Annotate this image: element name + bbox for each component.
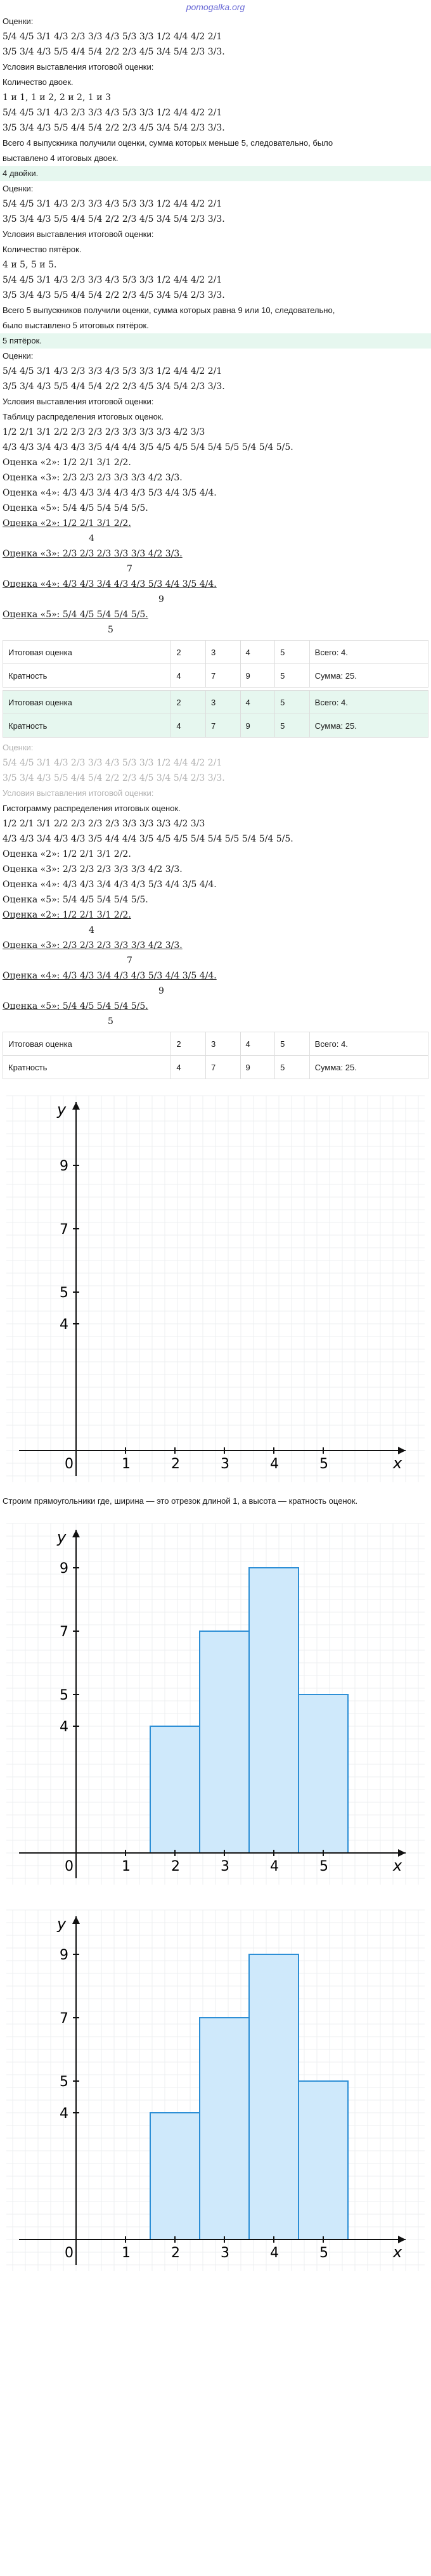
x-tick-label: 4 xyxy=(270,1456,279,1472)
table-cell: Всего: 4. xyxy=(309,641,428,664)
table-cell: 4 xyxy=(240,1032,275,1056)
table-cell: Всего: 4. xyxy=(309,1032,428,1056)
grades-line: 4/3 4/3 3/4 4/3 4/3 3/5 4/4 4/4 3/5 4/5 4/5 5/4 5/4 5/5 5/4 5/4 5/5. xyxy=(3,834,293,844)
grades-line: 3/5 3/4 4/3 5/5 4/4 5/4 2/2 2/3 4/5 3/4 5/4 2/3 3/3. xyxy=(3,47,225,57)
x-tick-label: 2 xyxy=(171,1456,180,1472)
table-cell: 4 xyxy=(240,691,275,714)
grade-group: Оценка «4»: 4/3 4/3 3/4 4/3 4/3 5/3 4/4 3/5 4/4. xyxy=(3,880,217,890)
table-cell: 2 xyxy=(171,691,206,714)
text-line: выставлено 4 итоговых двоек. xyxy=(3,153,119,163)
grade-group-braced: Оценка «3»: 2/3 2/3 2/3 3/3 3/3 4/2 3/3. xyxy=(3,940,183,951)
table-cell: 5 xyxy=(275,664,310,688)
text-line: 1 и 1, 1 и 2, 2 и 2, 1 и 3 xyxy=(3,93,111,103)
brace-count: 7 xyxy=(127,564,132,574)
x-tick-label: 4 xyxy=(270,1859,279,1874)
grade-group-braced: Оценка «2»: 1/2 2/1 3/1 2/2. xyxy=(3,518,131,529)
grade-group: Оценка «5»: 5/4 4/5 5/4 5/4 5/5. xyxy=(3,895,148,905)
y-tick-label: 5 xyxy=(60,2074,68,2090)
table-cell: 5 xyxy=(275,691,310,714)
table-cell: Сумма: 25. xyxy=(309,1056,428,1079)
grade-group: Оценка «2»: 1/2 2/1 3/1 2/2. xyxy=(3,458,131,468)
histogram-graph-final xyxy=(0,1897,431,2280)
distribution-table xyxy=(3,640,428,688)
grade-group: Оценка «2»: 1/2 2/1 3/1 2/2. xyxy=(3,849,131,859)
y-tick-label: 5 xyxy=(60,1285,68,1301)
brace-count: 5 xyxy=(108,1016,113,1027)
x-axis-arrow xyxy=(398,1447,406,1454)
table-cell: 2 xyxy=(171,1032,206,1056)
table-cell: Сумма: 25. xyxy=(309,664,428,688)
x-tick-label: 3 xyxy=(221,1859,229,1874)
brace-count: 4 xyxy=(89,925,94,935)
text-line: было выставлено 5 итоговых пятёрок. xyxy=(3,321,149,330)
table-cell: Кратность xyxy=(3,664,171,688)
grades-line: 5/4 4/5 3/1 4/3 2/3 3/3 4/3 5/3 3/3 1/2 4/4 4/2 2/1 xyxy=(3,32,222,42)
table-cell: 2 xyxy=(171,641,206,664)
y-tick-label: 5 xyxy=(60,1688,68,1703)
table-cell: 4 xyxy=(171,664,206,688)
y-tick-label: 9 xyxy=(60,1158,68,1174)
x-tick-label: 1 xyxy=(122,1859,131,1874)
grades-line: 5/4 4/5 3/1 4/3 2/3 3/3 4/3 5/3 3/3 1/2 4/4 4/2 2/1 xyxy=(3,758,222,768)
brace-count: 4 xyxy=(89,534,94,544)
table-cell: 5 xyxy=(275,714,310,738)
y-axis-label: y xyxy=(57,1101,67,1118)
empty-axes-graph xyxy=(0,1083,431,1491)
grade-group-braced: Оценка «3»: 2/3 2/3 2/3 3/3 3/3 4/2 3/3. xyxy=(3,549,183,559)
grades-line: 5/4 4/5 3/1 4/3 2/3 3/3 4/3 5/3 3/3 1/2 4/4 4/2 2/1 xyxy=(3,108,222,118)
bars-instruction: Строим прямоугольники где, ширина — это отрезок длиной 1, а высота — кратность оценок. xyxy=(3,1496,358,1506)
text-line: Оценки: xyxy=(3,184,34,193)
x-tick-label: 1 xyxy=(122,1456,131,1472)
y-axis-label: y xyxy=(57,1915,67,1933)
x-tick-label: 5 xyxy=(319,2245,328,2261)
grades-line: 3/5 3/4 4/3 5/5 4/4 5/4 2/2 2/3 4/5 3/4 5/4 2/3 3/3. xyxy=(3,214,225,224)
grade-group: Оценка «4»: 4/3 4/3 3/4 4/3 4/3 5/3 4/4 3/5 4/4. xyxy=(3,488,217,498)
grade-group-braced: Оценка «4»: 4/3 4/3 3/4 4/3 4/3 5/3 4/4 3/5 4/4. xyxy=(3,971,217,981)
text-line: Оценки: xyxy=(3,743,34,752)
y-tick-label: 7 xyxy=(60,1624,68,1640)
table-row xyxy=(3,641,428,664)
table-cell: Итоговая оценка xyxy=(3,641,171,664)
table-cell: 3 xyxy=(205,1032,240,1056)
histogram-bar xyxy=(299,1695,348,1853)
text-line: Всего 5 выпускников получили оценки, сумма которых равна 9 или 10, следовательно, xyxy=(3,305,335,315)
table-row xyxy=(3,664,428,688)
table-cell: 7 xyxy=(205,664,240,688)
axes-chart xyxy=(0,1083,431,1489)
text-line: Условия выставления итоговой оценки: xyxy=(3,229,154,239)
histogram-bar xyxy=(150,1726,200,1853)
histogram-bar xyxy=(200,1631,249,1853)
table-cell: Кратность xyxy=(3,714,171,738)
grade-group: Оценка «3»: 2/3 2/3 2/3 3/3 3/3 4/2 3/3. xyxy=(3,864,183,875)
text-line: Всего 4 выпускника получили оценки, сумма которых меньше 5, следовательно, было xyxy=(3,138,333,148)
x-tick-label: 5 xyxy=(319,1859,328,1874)
table-cell: Кратность xyxy=(3,1056,171,1079)
grade-group-braced: Оценка «2»: 1/2 2/1 3/1 2/2. xyxy=(3,910,131,920)
grades-line: 4/3 4/3 3/4 4/3 4/3 3/5 4/4 4/4 3/5 4/5 4/5 5/4 5/4 5/5 5/4 5/4 5/5. xyxy=(3,442,293,452)
x-tick-label: 0 xyxy=(65,2245,74,2261)
histogram-bar xyxy=(150,2113,200,2240)
table-cell: Всего: 4. xyxy=(309,691,428,714)
y-tick-label: 4 xyxy=(60,1317,68,1333)
brace-count: 7 xyxy=(127,956,132,966)
text-line: Оценки: xyxy=(3,351,34,361)
table-cell: 4 xyxy=(240,641,275,664)
distribution-table-result xyxy=(3,690,428,738)
grades-line: 1/2 2/1 3/1 2/2 2/3 2/3 2/3 3/3 3/3 3/3 4/2 3/3 xyxy=(3,819,205,829)
x-axis-label: x xyxy=(393,2243,402,2261)
table-cell: Сумма: 25. xyxy=(309,714,428,738)
y-tick-label: 4 xyxy=(60,1719,68,1735)
histogram-bar xyxy=(249,1568,299,1853)
table-cell: 3 xyxy=(205,691,240,714)
table-row xyxy=(3,1056,428,1079)
x-axis-label: x xyxy=(393,1454,402,1472)
y-axis-arrow xyxy=(72,1916,80,1924)
histogram-bar xyxy=(249,1954,299,2240)
y-tick-label: 7 xyxy=(60,1222,68,1238)
y-axis-arrow xyxy=(72,1102,80,1110)
distribution-table xyxy=(3,1032,428,1079)
brace-count: 5 xyxy=(108,625,113,635)
site-logo[interactable]: pomogalka.org xyxy=(186,2,245,12)
text-line: Количество двоек. xyxy=(3,77,74,87)
grade-group-braced: Оценка «5»: 5/4 4/5 5/4 5/4 5/5. xyxy=(3,610,148,620)
x-tick-label: 5 xyxy=(319,1456,328,1472)
x-tick-label: 2 xyxy=(171,1859,180,1874)
x-axis-label: x xyxy=(393,1857,402,1874)
y-tick-label: 9 xyxy=(60,1561,68,1577)
x-tick-label: 3 xyxy=(221,2245,229,2261)
histogram-chart xyxy=(0,1897,431,2278)
x-tick-label: 2 xyxy=(171,2245,180,2261)
x-tick-label: 1 xyxy=(122,2245,131,2261)
x-tick-label: 3 xyxy=(221,1456,229,1472)
grades-line: 3/5 3/4 4/3 5/5 4/4 5/4 2/2 2/3 4/5 3/4 5/4 2/3 3/3. xyxy=(3,123,225,133)
table-row xyxy=(3,714,428,738)
histogram-bar xyxy=(299,2081,348,2240)
table-cell: 9 xyxy=(240,664,275,688)
text-line: Количество пятёрок. xyxy=(3,245,82,254)
text-line: Таблицу распределения итоговых оценок. xyxy=(3,412,164,421)
x-axis-arrow xyxy=(398,2236,406,2243)
table-row xyxy=(3,1032,428,1056)
histogram-chart xyxy=(0,1511,431,1891)
text-line: Условия выставления итоговой оценки: xyxy=(3,397,154,406)
x-tick-label: 0 xyxy=(65,1859,74,1874)
text-line: Гистограмму распределения итоговых оценок. xyxy=(3,804,181,813)
table-cell: Итоговая оценка xyxy=(3,1032,171,1056)
histogram-graph xyxy=(0,1511,431,1894)
x-tick-label: 4 xyxy=(270,2245,279,2261)
text-line: Оценки: xyxy=(3,16,34,26)
result-highlight: 5 пятёрок. xyxy=(0,333,431,349)
y-tick-label: 7 xyxy=(60,2011,68,2027)
table-cell: 4 xyxy=(171,1056,206,1079)
grade-group-braced: Оценка «5»: 5/4 4/5 5/4 5/4 5/5. xyxy=(3,1001,148,1011)
grade-group: Оценка «3»: 2/3 2/3 2/3 3/3 3/3 4/2 3/3. xyxy=(3,473,183,483)
text-line: Условия выставления итоговой оценки: xyxy=(3,788,154,798)
grades-line: 5/4 4/5 3/1 4/3 2/3 3/3 4/3 5/3 3/3 1/2 4/4 4/2 2/1 xyxy=(3,275,222,285)
grades-line: 3/5 3/4 4/3 5/5 4/4 5/4 2/2 2/3 4/5 3/4 5/4 2/3 3/3. xyxy=(3,773,225,783)
table-cell: 3 xyxy=(205,641,240,664)
x-axis-arrow xyxy=(398,1849,406,1857)
text-line: 4 и 5, 5 и 5. xyxy=(3,260,57,270)
table-cell: 5 xyxy=(275,1032,310,1056)
y-axis-arrow xyxy=(72,1530,80,1537)
table-cell: 7 xyxy=(205,1056,240,1079)
table-cell: 9 xyxy=(240,1056,275,1079)
table-cell: 9 xyxy=(240,714,275,738)
x-tick-label: 0 xyxy=(65,1456,74,1472)
y-tick-label: 9 xyxy=(60,1947,68,1963)
brace-count: 9 xyxy=(158,594,164,605)
grades-line: 5/4 4/5 3/1 4/3 2/3 3/3 4/3 5/3 3/3 1/2 4/4 4/2 2/1 xyxy=(3,366,222,376)
table-row xyxy=(3,691,428,714)
y-tick-label: 4 xyxy=(60,2106,68,2122)
grades-line: 3/5 3/4 4/3 5/5 4/4 5/4 2/2 2/3 4/5 3/4 5/4 2/3 3/3. xyxy=(3,290,225,300)
text-line: Условия выставления итоговой оценки: xyxy=(3,62,154,72)
y-axis-label: y xyxy=(57,1528,67,1546)
result-highlight: 4 двойки. xyxy=(0,166,431,181)
grades-line: 5/4 4/5 3/1 4/3 2/3 3/3 4/3 5/3 3/3 1/2 4/4 4/2 2/1 xyxy=(3,199,222,209)
table-cell: 5 xyxy=(275,1056,310,1079)
table-cell: 5 xyxy=(275,641,310,664)
grades-line: 3/5 3/4 4/3 5/5 4/4 5/4 2/2 2/3 4/5 3/4 5/4 2/3 3/3. xyxy=(3,381,225,392)
table-cell: 4 xyxy=(171,714,206,738)
grade-group: Оценка «5»: 5/4 4/5 5/4 5/4 5/5. xyxy=(3,503,148,513)
table-cell: 7 xyxy=(205,714,240,738)
histogram-bar xyxy=(200,2018,249,2240)
grade-group-braced: Оценка «4»: 4/3 4/3 3/4 4/3 4/3 5/3 4/4 3/5 4/4. xyxy=(3,579,217,589)
table-cell: Итоговая оценка xyxy=(3,691,171,714)
grades-line: 1/2 2/1 3/1 2/2 2/3 2/3 2/3 3/3 3/3 3/3 4/2 3/3 xyxy=(3,427,205,437)
brace-count: 9 xyxy=(158,986,164,996)
